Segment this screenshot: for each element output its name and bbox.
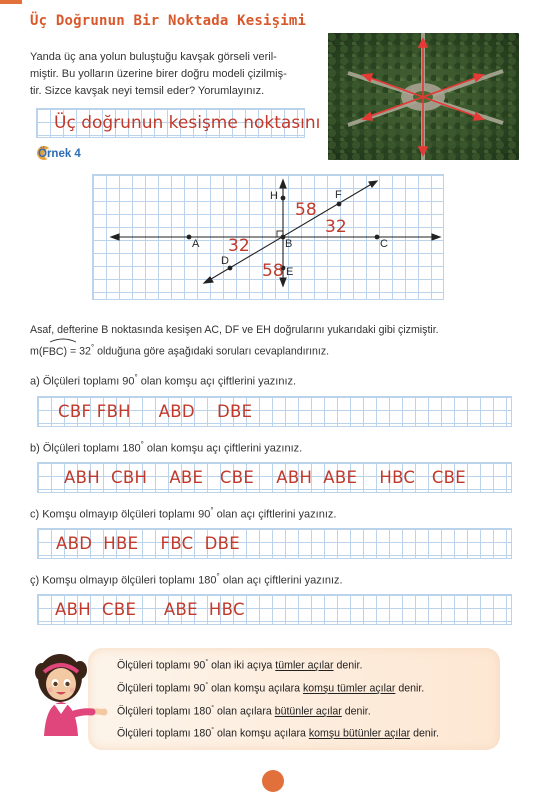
intro-text [30,49,320,100]
question-b-post: olan komşu açı çiftlerini yazınız. [143,442,303,455]
intro-answer-text: Üç doğrunun kesişme noktasını [54,113,321,133]
intro-line-3: tir. Sizce kavşak neyi temsil eder? Yorumlayınız. [30,85,265,97]
question-c-post: olan açı çiftlerini yazınız. [213,508,337,521]
answer-c-cedilla-text: ABH CBE ABE HBC [55,600,245,619]
note-line-4-b: olan komşu açılara [214,727,309,740]
page-number-badge [262,770,284,792]
note-line-4-c: denir. [410,727,439,740]
question-a [30,373,296,388]
degree-sign: ° [211,727,215,734]
angle-abd-value: 32 [228,236,250,256]
point-a-dot [187,235,192,240]
question-b-pre: b) Ölçüleri toplamı 180 [30,442,141,455]
degree-sign: ° [205,659,209,666]
measure-angle: FBC [42,345,64,358]
note-line-2-b: olan komşu açılara [208,682,303,695]
note-line-4-a: Ölçüleri toplamı 180 [117,727,212,740]
girl-character-illustration [30,648,112,736]
note-line-1-a: Ölçüleri toplamı 90 [117,659,206,672]
paragraph-line-2 [30,339,520,361]
note-line-2 [117,682,424,695]
degree-sign: ° [90,343,95,352]
example-label: Örnek 4 [38,148,81,160]
question-a-pre: a) Ölçüleri toplamı 90 [30,375,135,388]
page-corner-mark [0,0,22,4]
measure-suffix: ) = 32 [63,345,91,358]
intro-line-1: Yanda üç ana yolun buluştuğu kavşak görseli veril- [30,51,277,63]
angle-cbf-value: 32 [325,217,347,237]
intro-answer-box [36,108,321,138]
question-c-cedilla-pre: ç) Komşu olmayıp ölçüleri toplamı 180 [30,574,217,587]
degree-sign: ° [211,705,215,712]
question-b [30,440,302,455]
degree-sign: ° [216,572,220,581]
angle-fbh-value: 58 [295,200,317,220]
point-c-dot [375,235,380,240]
question-c [30,506,336,521]
aerial-intersection-photo [328,33,519,160]
note-line-2-a: Ölçüleri toplamı 90 [117,682,206,695]
degree-sign: ° [205,682,209,689]
answer-a-text: CBF FBH ABD DBE [58,402,253,421]
degree-sign: ° [140,440,144,449]
note-line-3-b: olan açılara [214,705,275,718]
answer-c-box [37,528,512,559]
note-line-3-a: Ölçüleri toplamı 180 [117,705,212,718]
point-f-dot [337,202,342,207]
note-line-4 [117,727,439,740]
point-c-label: C [380,238,388,250]
answer-b-text: ABH CBH ABE CBE ABH ABE HBC CBE [64,468,467,487]
question-c-cedilla [30,572,343,587]
point-a-label: A [192,238,200,250]
answer-c-text: ABD HBE FBC DBE [56,534,240,553]
section-title: Üç Doğrunun Bir Noktada Kesişimi [30,13,307,29]
note-term-komsu-butunler: komşu bütünler açılar [308,727,411,740]
point-h-label: H [270,190,278,202]
degree-sign: ° [134,373,138,382]
question-a-post: olan komşu açı çiftlerini yazınız. [137,375,297,388]
angle-hat-icon [48,337,78,343]
point-f-label: F [335,189,342,201]
note-line-1-c: denir. [333,659,363,672]
point-h-dot [281,196,286,201]
answer-c-cedilla-box [37,594,512,625]
angle-dbe-value: 58 [262,261,284,281]
question-c-pre: c) Komşu olmayıp ölçüleri toplamı 90 [30,508,211,521]
geometry-diagram [92,174,444,300]
question-c-cedilla-post: olan açı çiftlerini yazınız. [219,574,343,587]
note-line-1-b: olan iki açıya [208,659,276,672]
note-term-tumler: tümler açılar [275,659,334,672]
paragraph-line-1: Asaf, defterine B noktasında kesişen AC, DF ve EH doğrularını yukarıdaki gibi çizmiştir. [30,324,439,336]
note-term-komsu-tumler: komşu tümler açılar [302,682,396,695]
note-line-3 [117,705,371,718]
note-line-3-c: denir. [341,705,371,718]
point-b-label: B [285,238,293,250]
answer-b-box [37,462,512,493]
intro-line-2: miştir. Bu yolların üzerine birer doğru modeli çizilmiş- [30,68,287,80]
note-line-2-c: denir. [395,682,425,695]
paragraph-line-2-rest: olduğuna göre aşağıdaki soruları cevaplandırınız. [94,345,330,358]
measure-prefix: m( [30,345,43,358]
problem-paragraph [30,321,520,361]
point-d-label: D [221,255,229,267]
degree-sign: ° [210,506,214,515]
point-e-label: E [286,266,294,278]
note-line-1 [117,659,362,672]
note-term-butunler: bütünler açılar [274,705,342,718]
answer-a-box [37,396,512,427]
